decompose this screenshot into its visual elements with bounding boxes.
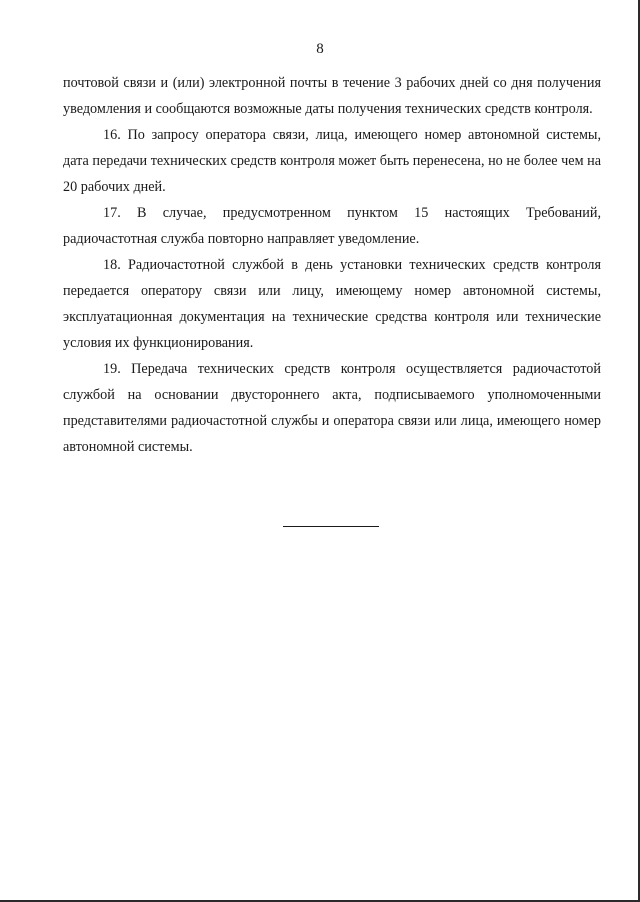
paragraph-18: 18. Радиочастотной службой в день установки технических средств контроля передается оператору связи или лицу, имеющему номер автономной системы, эксплуатационная документация на технические средства контроля или технические условия их функционирования. [63, 257, 601, 351]
page-number: 8 [316, 41, 324, 57]
end-separator-line [283, 526, 379, 527]
paragraph-19: 19. Передача технических средств контроля осуществляется радиочастотой службой на основании двустороннего акта, подписываемого уполномоченными представителями радиочастотной службы и оператора связи или лица, имеющего номер автономной системы. [63, 361, 601, 455]
paragraph-continuation: почтовой связи и (или) электронной почты в течение 3 рабочих дней со дня получения уведомления и сообщаются возможные даты получения технических средств контроля. [63, 75, 601, 117]
document-body [63, 70, 601, 460]
paragraph-17: 17. В случае, предусмотренном пунктом 15 настоящих Требований, радиочастотная служба повторно направляет уведомление. [63, 205, 601, 247]
paragraph-16: 16. По запросу оператора связи, лица, имеющего номер автономной системы, дата передачи технических средств контроля может быть перенесена, но не более чем на 20 рабочих дней. [63, 127, 601, 195]
